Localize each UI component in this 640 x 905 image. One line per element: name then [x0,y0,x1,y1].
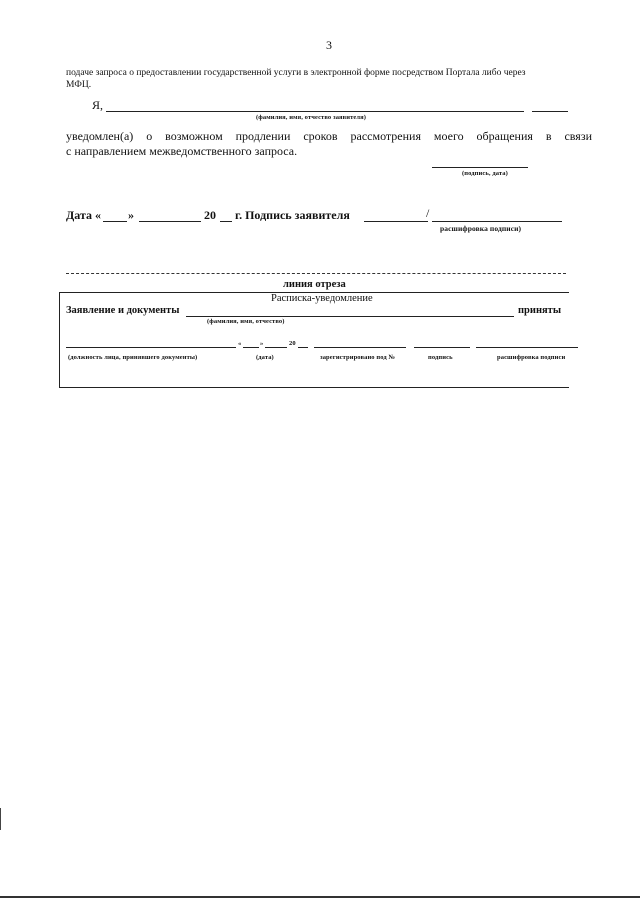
applicant-name-line-end [532,111,568,112]
receipt-year: 20 [289,340,296,347]
signature-decode-line [432,221,562,222]
receipt-bottom-border [59,387,569,388]
applicant-caption: (фамилия, имя, отчество заявителя) [256,114,367,121]
receipt-left-border [59,292,60,388]
receipt-quote-open: « [238,340,242,347]
signature-line [364,221,428,222]
receipt-title: Расписка-уведомление [271,293,373,304]
cut-line-label: линия отреза [283,279,346,290]
receipt-year-line [298,347,308,348]
cut-dashed-line [66,273,566,274]
applicant-prefix: Я, [92,98,104,112]
receipt-caption-decode: расшифровка подписи [497,354,566,361]
receipt-caption-signature: подпись [428,354,453,361]
receipt-signature-line [414,347,470,348]
receipt-name-caption: (фамилия, имя, отчество) [207,318,285,325]
receipt-position-line [66,347,236,348]
receipt-quote-close: » [260,340,264,347]
receipt-month-line [265,347,287,348]
sign-date-line [432,167,528,168]
date-year-suffix: г. Подпись заявителя [235,208,350,222]
signature-decode-caption: расшифровка подписи) [440,224,522,233]
top-text-line-1: подаче запроса о предоставлении государственной услуги в электронной форме посредством Портала либо через [66,68,526,78]
date-year-line [220,221,232,222]
receipt-accepted: приняты [518,305,562,316]
scan-edge-mark [0,808,1,830]
applicant-name-line [106,111,524,112]
date-year-label: 20 [204,208,216,222]
notice-line-1: уведомлен(а) о возможном продлении сроков рассмотрения моего обращения в связи [66,129,592,143]
date-day-line [103,221,127,222]
notice-line-2: с направлением межведомственного запроса. [66,144,298,158]
receipt-caption-registered: зарегистрировано под № [320,354,396,361]
receipt-docs-label: Заявление и документы [66,305,180,316]
receipt-regnum-line [314,347,406,348]
sign-date-caption: (подпись, дата) [462,170,508,177]
top-text-line-2: МФЦ. [66,80,92,90]
scan-bottom-edge [0,896,640,898]
signature-slash: / [426,206,430,220]
date-label: Дата « [66,208,101,222]
date-month-line [139,221,201,222]
page-number: 3 [326,38,332,52]
receipt-caption-date: (дата) [256,354,274,361]
receipt-decode-line [476,347,578,348]
receipt-day-line [243,347,259,348]
receipt-caption-position: (должность лица, принявшего документы) [68,354,198,361]
date-close-quote: » [128,208,134,222]
receipt-name-line [186,316,514,317]
